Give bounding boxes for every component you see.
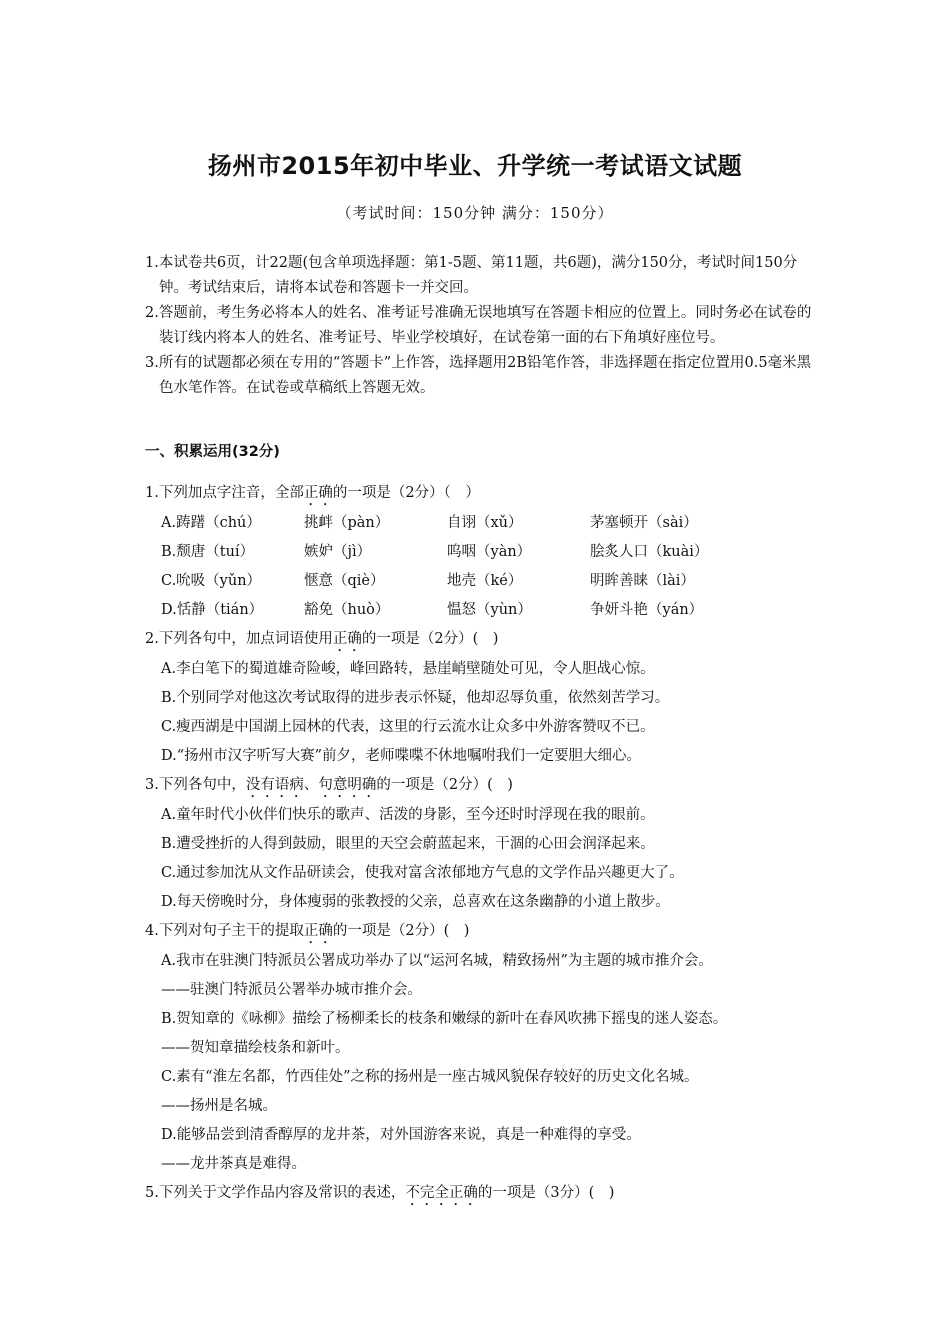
option-cell: 惬意（qiè）	[304, 573, 385, 589]
option-b-answer: ——贺知章描绘枝条和新叶。	[161, 1040, 350, 1056]
option-a: A.李白笔下的蜀道雄奇险峻，峰回路转，悬崖峭壁随处可见，令人胆战心惊。	[161, 661, 655, 677]
section-heading: 一、积累运用(32分)	[145, 444, 280, 460]
option-cell: A.踌躇（chú）	[161, 515, 261, 531]
option-cell: 脍炙人口（kuài）	[590, 544, 709, 560]
question-stem: 1.下列加点字注音，全部正确的一项是（2分）（ ）	[145, 485, 480, 501]
option-cell: 豁免（huò）	[304, 602, 390, 618]
option-row	[145, 509, 815, 538]
option-b: B.个别同学对他这次考试取得的进步表示怀疑，他却忍辱负重，依然刻苦学习。	[161, 690, 670, 706]
question-1	[145, 479, 815, 625]
option-d-answer: ——龙井茶真是难得。	[161, 1156, 306, 1172]
option-cell: 愠怒（yùn）	[447, 602, 532, 618]
option-d: D.能够品尝到清香醇厚的龙井茶，对外国游客来说，真是一种难得的享受。	[161, 1127, 641, 1143]
option-cell: 自诩（xǔ）	[447, 515, 523, 531]
question-stem: 4.下列对句子主干的提取正确的一项是（2分）( )	[145, 923, 470, 939]
option-b: B.遭受挫折的人得到鼓励，眼里的天空会蔚蓝起来，干涸的心田会润泽起来。	[161, 836, 655, 852]
option-row	[145, 567, 815, 596]
option-cell: D.恬静（tián）	[161, 602, 264, 618]
option-a-answer: ——驻澳门特派员公署举办城市推介会。	[161, 982, 422, 998]
question-4	[145, 917, 815, 1179]
option-cell: 呜咽（yàn）	[447, 544, 532, 560]
option-c: C.瘦西湖是中国湖上园林的代表，这里的行云流水让众多中外游客赞叹不已。	[161, 719, 655, 735]
option-a: A.我市在驻澳门特派员公署成功举办了以“运河名城，精致扬州”为主题的城市推介会。	[161, 953, 713, 969]
instructions	[145, 251, 815, 401]
option-d: D.每天傍晚时分，身体瘦弱的张教授的父亲，总喜欢在这条幽静的小道上散步。	[161, 894, 670, 910]
option-row	[145, 538, 815, 567]
option-c: C.通过参加沈从文作品研读会，使我对富含浓郁地方气息的文学作品兴趣更大了。	[161, 865, 684, 881]
option-cell: 地壳（ké）	[447, 573, 523, 589]
question-stem: 5.下列关于文学作品内容及常识的表述，不完全正确的一项是（3分）( )	[145, 1185, 615, 1201]
option-b: B.贺知章的《咏柳》描绘了杨柳柔长的枝条和嫩绿的新叶在春风吹拂下摇曳的迷人姿态。	[161, 1011, 728, 1027]
instruction-item: 1.本试卷共6页，计22题(包含单项选择题：第1-5题、第11题，共6题)，满分150分，考试时间150分钟。考试结束后，请将本试卷和答题卡一并交回。	[145, 255, 798, 296]
question-2	[145, 625, 815, 771]
option-cell: 明眸善睐（lài）	[590, 573, 695, 589]
question-stem: 3.下列各句中，没有语病、句意明确的一项是（2分）( )	[145, 777, 513, 793]
option-c-answer: ——扬州是名城。	[161, 1098, 277, 1114]
question-3	[145, 771, 815, 917]
option-cell: 嫉妒（jì）	[304, 544, 372, 560]
exam-info: （考试时间：150分钟 满分：150分）	[336, 204, 614, 222]
instruction-item: 3.所有的试题都必须在专用的“答题卡”上作答，选择题用2B铅笔作答，非选择题在指定位置用0.5毫米黑色水笔作答。在试卷或草稿纸上答题无效。	[145, 355, 812, 396]
option-cell: B.颓唐（tuí）	[161, 544, 255, 560]
option-cell: 挑衅（pàn）	[304, 515, 390, 531]
option-cell: C.吮吸（yǔn）	[161, 573, 262, 589]
option-cell: 茅塞顿开（sài）	[590, 515, 698, 531]
question-5	[145, 1179, 815, 1209]
option-cell: 争妍斗艳（yán）	[590, 602, 704, 618]
instruction-item: 2.答题前，考生务必将本人的姓名、准考证号准确无误地填写在答题卡相应的位置上。同时务必在试卷的装订线内将本人的姓名、准考证号、毕业学校填好，在试卷第一面的右下角填好座位号。	[145, 305, 812, 346]
option-c: C.素有“淮左名都，竹西佳处”之称的扬州是一座古城风貌保存较好的历史文化名城。	[161, 1069, 699, 1085]
option-d: D.“扬州市汉字听写大赛”前夕，老师喋喋不休地嘱咐我们一定要胆大细心。	[161, 748, 642, 764]
page-title: 扬州市2015年初中毕业、升学统一考试语文试题	[207, 152, 743, 180]
question-list	[145, 479, 815, 1209]
question-stem: 2.下列各句中，加点词语使用正确的一项是（2分）( )	[145, 631, 499, 647]
option-row	[145, 596, 815, 625]
option-a: A.童年时代小伙伴们快乐的歌声、活泼的身影，至今还时时浮现在我的眼前。	[161, 807, 655, 823]
